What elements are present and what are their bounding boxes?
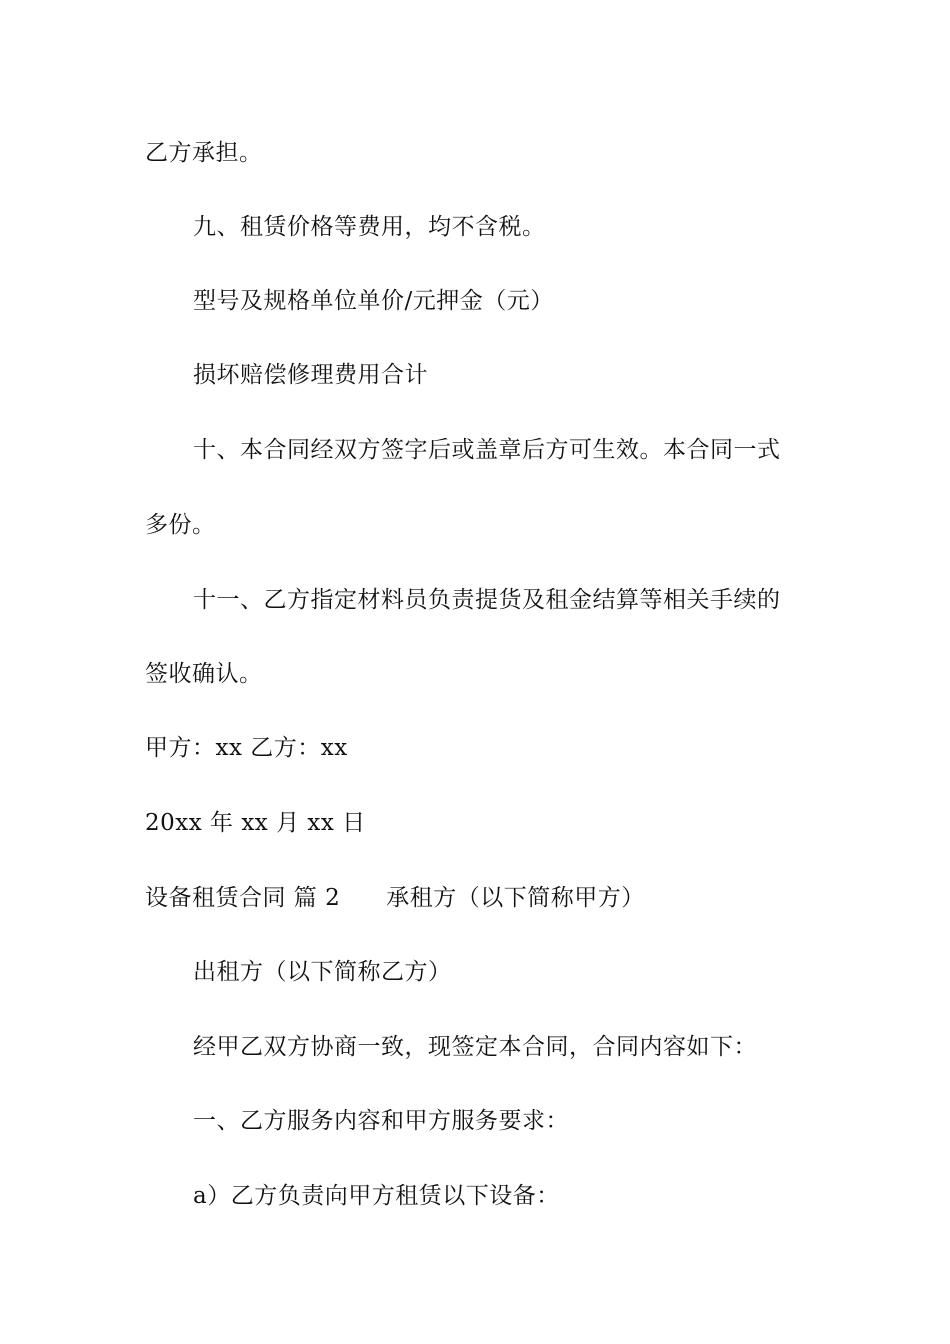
paragraph-line: 经甲乙双方协商一致，现签定本合同，合同内容如下： — [193, 1034, 757, 1060]
date-line: 20xx 年 xx 月 xx 日 — [145, 810, 366, 836]
paragraph-line: a）乙方负责向甲方租赁以下设备： — [193, 1183, 560, 1209]
section-heading: 设备租赁合同 篇 2 — [145, 885, 341, 911]
section-heading-line — [145, 883, 645, 913]
paragraph-line: 乙方承担。 — [145, 140, 263, 166]
signature-line: 甲方：xx 乙方：xx — [145, 735, 348, 761]
paragraph-line: 十一、乙方指定材料员负责提货及租金结算等相关手续的 — [193, 587, 781, 613]
paragraph-line: 多份。 — [145, 512, 216, 538]
paragraph-line: 十、本合同经双方签字后或盖章后方可生效。本合同一式 — [193, 437, 781, 463]
paragraph-line: 九、租赁价格等费用，均不含税。 — [193, 214, 546, 240]
paragraph-line: 出租方（以下简称乙方） — [193, 959, 452, 985]
paragraph-line: 型号及规格单位单价/元押金（元） — [193, 288, 554, 314]
paragraph-line: 一、乙方服务内容和甲方服务要求： — [193, 1108, 569, 1134]
paragraph-line: 签收确认。 — [145, 661, 263, 687]
paragraph-line: 损坏赔偿修理费用合计 — [193, 362, 428, 388]
lessee-label: 承租方（以下简称甲方） — [386, 885, 645, 911]
